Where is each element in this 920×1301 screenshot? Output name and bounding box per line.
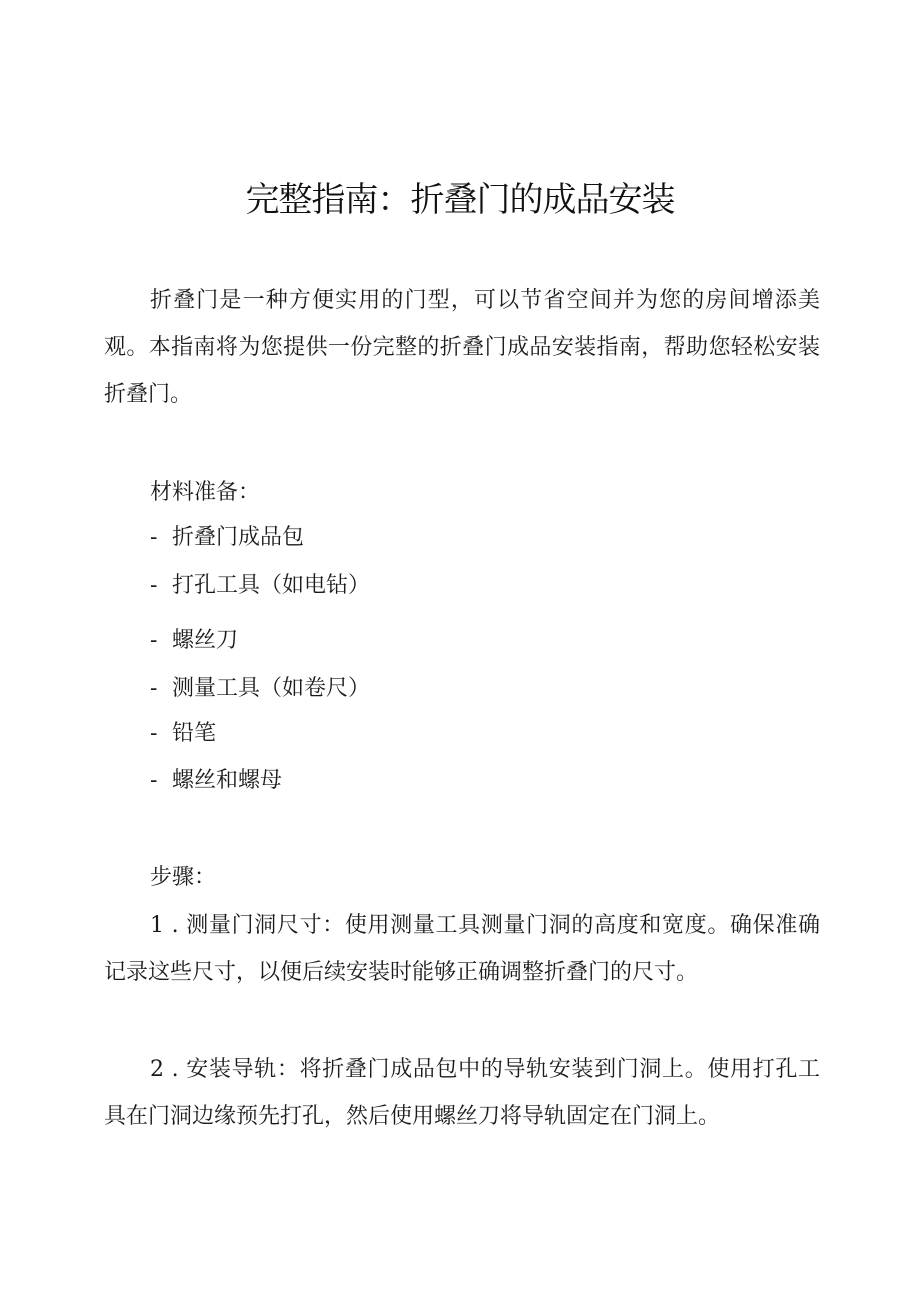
list-marker: - [150, 525, 158, 550]
list-item [150, 523, 304, 553]
list-item [150, 766, 282, 796]
list-marker: - [150, 628, 158, 653]
list-item [150, 626, 238, 656]
list-marker: - [150, 721, 158, 746]
intro-paragraph: 折叠门是一种方便实用的门型，可以节省空间并为您的房间增添美观。本指南将为您提供一份完整的折叠门成品安装指南，帮助您轻松安装折叠门。 [104, 288, 820, 407]
material-item-label: 测量工具（如卷尺） [172, 676, 371, 701]
list-item [150, 571, 370, 601]
list-marker: - [150, 768, 158, 793]
step-paragraph: 2 . 安装导轨：将折叠门成品包中的导轨安装到门洞上。使用打孔工具在门洞边缘预先打孔，然后使用螺丝刀将导轨固定在门洞上。 [104, 1057, 820, 1129]
step-paragraph: 1 . 测量门洞尺寸：使用测量工具测量门洞的高度和宽度。确保准确记录这些尺寸，以便后续安装时能够正确调整折叠门的尺寸。 [104, 913, 820, 985]
materials-heading: 材料准备： [150, 480, 261, 505]
list-marker: - [150, 676, 158, 701]
material-item-label: 打孔工具（如电钻） [172, 573, 371, 598]
material-item-label: 折叠门成品包 [172, 525, 305, 550]
material-item-label: 螺丝和螺母 [172, 768, 283, 793]
list-item [150, 674, 370, 704]
list-marker: - [150, 573, 158, 598]
material-item-label: 铅笔 [172, 721, 217, 746]
material-item-label: 螺丝刀 [172, 628, 239, 653]
list-item [150, 719, 216, 749]
steps-heading: 步骤： [150, 865, 217, 890]
page-title: 完整指南：折叠门的成品安装 [245, 180, 675, 220]
